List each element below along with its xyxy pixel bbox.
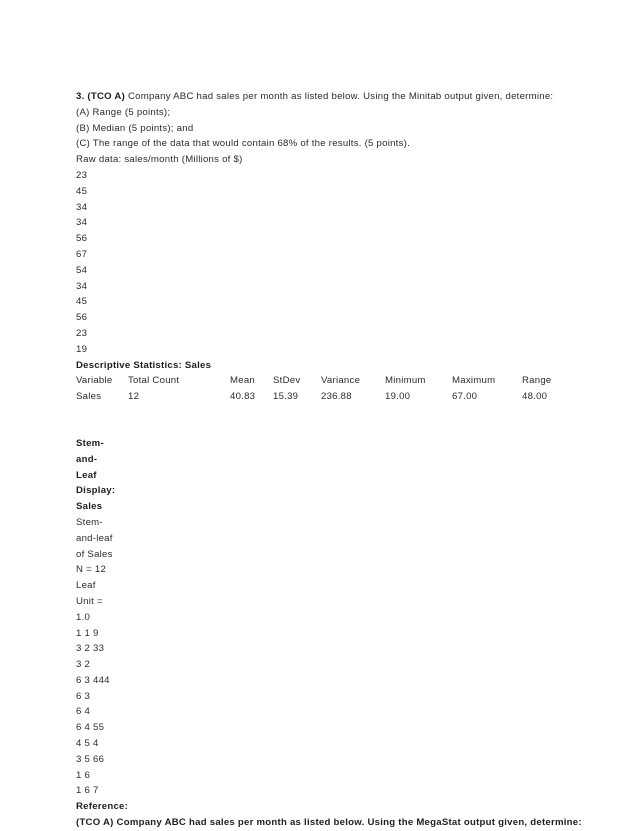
raw-data-value: 54: [76, 264, 88, 276]
stats-data-row: [76, 389, 576, 405]
stats-header-cell: Total Count: [128, 375, 180, 387]
stem-leaf-line: 3 2 33: [76, 643, 105, 655]
stem-leaf-line: 1 1 9: [76, 627, 99, 639]
spacer: [76, 405, 576, 436]
raw-data-value: 19: [76, 343, 88, 355]
stats-header-cell: Minimum: [385, 375, 426, 387]
raw-data-value: 34: [76, 201, 88, 213]
reference-label: Reference:: [76, 801, 129, 813]
stem-leaf-heading-line: Stem-: [76, 437, 104, 449]
stats-header-cell: Variable: [76, 375, 113, 387]
stats-header-cell: Variance: [321, 375, 361, 387]
stem-leaf-line: Leaf: [76, 580, 96, 592]
stem-leaf-heading-line: and-: [76, 453, 98, 465]
reference-text: (TCO A) Company ABC had sales per month as listed below. Using the MegaStat output given, determine:: [76, 817, 582, 829]
question-part-a: (A) Range (5 points);: [76, 106, 171, 118]
stem-leaf-line: of Sales: [76, 548, 113, 560]
stem-leaf-line: 3 5 66: [76, 753, 105, 765]
document-page: [76, 89, 582, 831]
raw-data-value: 45: [76, 185, 88, 197]
stem-leaf-heading-line: Display:: [76, 485, 116, 497]
stem-leaf-heading-line: Leaf: [76, 469, 97, 481]
raw-data-value: 23: [76, 327, 88, 339]
stem-leaf-heading: [76, 436, 576, 515]
stem-leaf-line: 6 4 55: [76, 722, 105, 734]
stats-header-row: [76, 373, 576, 389]
stats-data-cell: 19.00: [385, 391, 411, 403]
stats-header-cell: Maximum: [452, 375, 496, 387]
raw-data-value: 56: [76, 312, 88, 324]
raw-data-value: 56: [76, 233, 88, 245]
stats-data-cell: 15.39: [273, 391, 299, 403]
stats-header-cell: StDev: [273, 375, 301, 387]
raw-data-list: [76, 168, 576, 358]
stats-data-cell: 40.83: [230, 391, 256, 403]
raw-data-value: 23: [76, 169, 88, 181]
stem-leaf-line: 1 6 7: [76, 785, 99, 797]
stats-header-cell: Range: [522, 375, 552, 387]
stats-data-cell: 236.88: [321, 391, 352, 403]
raw-data-value: 34: [76, 217, 88, 229]
stats-header-cell: Mean: [230, 375, 255, 387]
question-part-c: (C) The range of the data that would contain 68% of the results. (5 points).: [76, 138, 410, 150]
question-text: Company ABC had sales per month as listed below. Using the Minitab output given, determine:: [125, 91, 554, 102]
stem-leaf-display: [76, 515, 576, 799]
stem-leaf-heading-line: Sales: [76, 501, 103, 513]
stats-data-cell: Sales: [76, 391, 102, 403]
raw-data-value: 34: [76, 280, 88, 292]
stem-leaf-line: 6 3 444: [76, 674, 110, 686]
stats-data-cell: 48.00: [522, 391, 548, 403]
raw-data-value: 67: [76, 248, 88, 260]
descriptive-stats-heading: Descriptive Statistics: Sales: [76, 359, 212, 371]
question-part-b: (B) Median (5 points); and: [76, 122, 194, 134]
stem-leaf-line: and-leaf: [76, 532, 113, 544]
question-line: [76, 89, 576, 105]
stem-leaf-line: 1.0: [76, 611, 91, 623]
stem-leaf-line: N = 12: [76, 564, 107, 576]
stem-leaf-line: 6 4: [76, 706, 91, 718]
stem-leaf-line: 3 2: [76, 659, 91, 671]
stem-leaf-line: 1 6: [76, 769, 91, 781]
stem-leaf-line: 4 5 4: [76, 738, 99, 750]
stem-leaf-line: Unit =: [76, 595, 103, 607]
question-number: 3. (TCO A): [76, 91, 126, 102]
stats-data-cell: 67.00: [452, 391, 478, 403]
raw-data-label: Raw data: sales/month (Millions of $): [76, 154, 243, 166]
stats-data-cell: 12: [128, 391, 140, 403]
stem-leaf-line: 6 3: [76, 690, 91, 702]
stem-leaf-line: Stem-: [76, 516, 103, 528]
raw-data-value: 45: [76, 296, 88, 308]
